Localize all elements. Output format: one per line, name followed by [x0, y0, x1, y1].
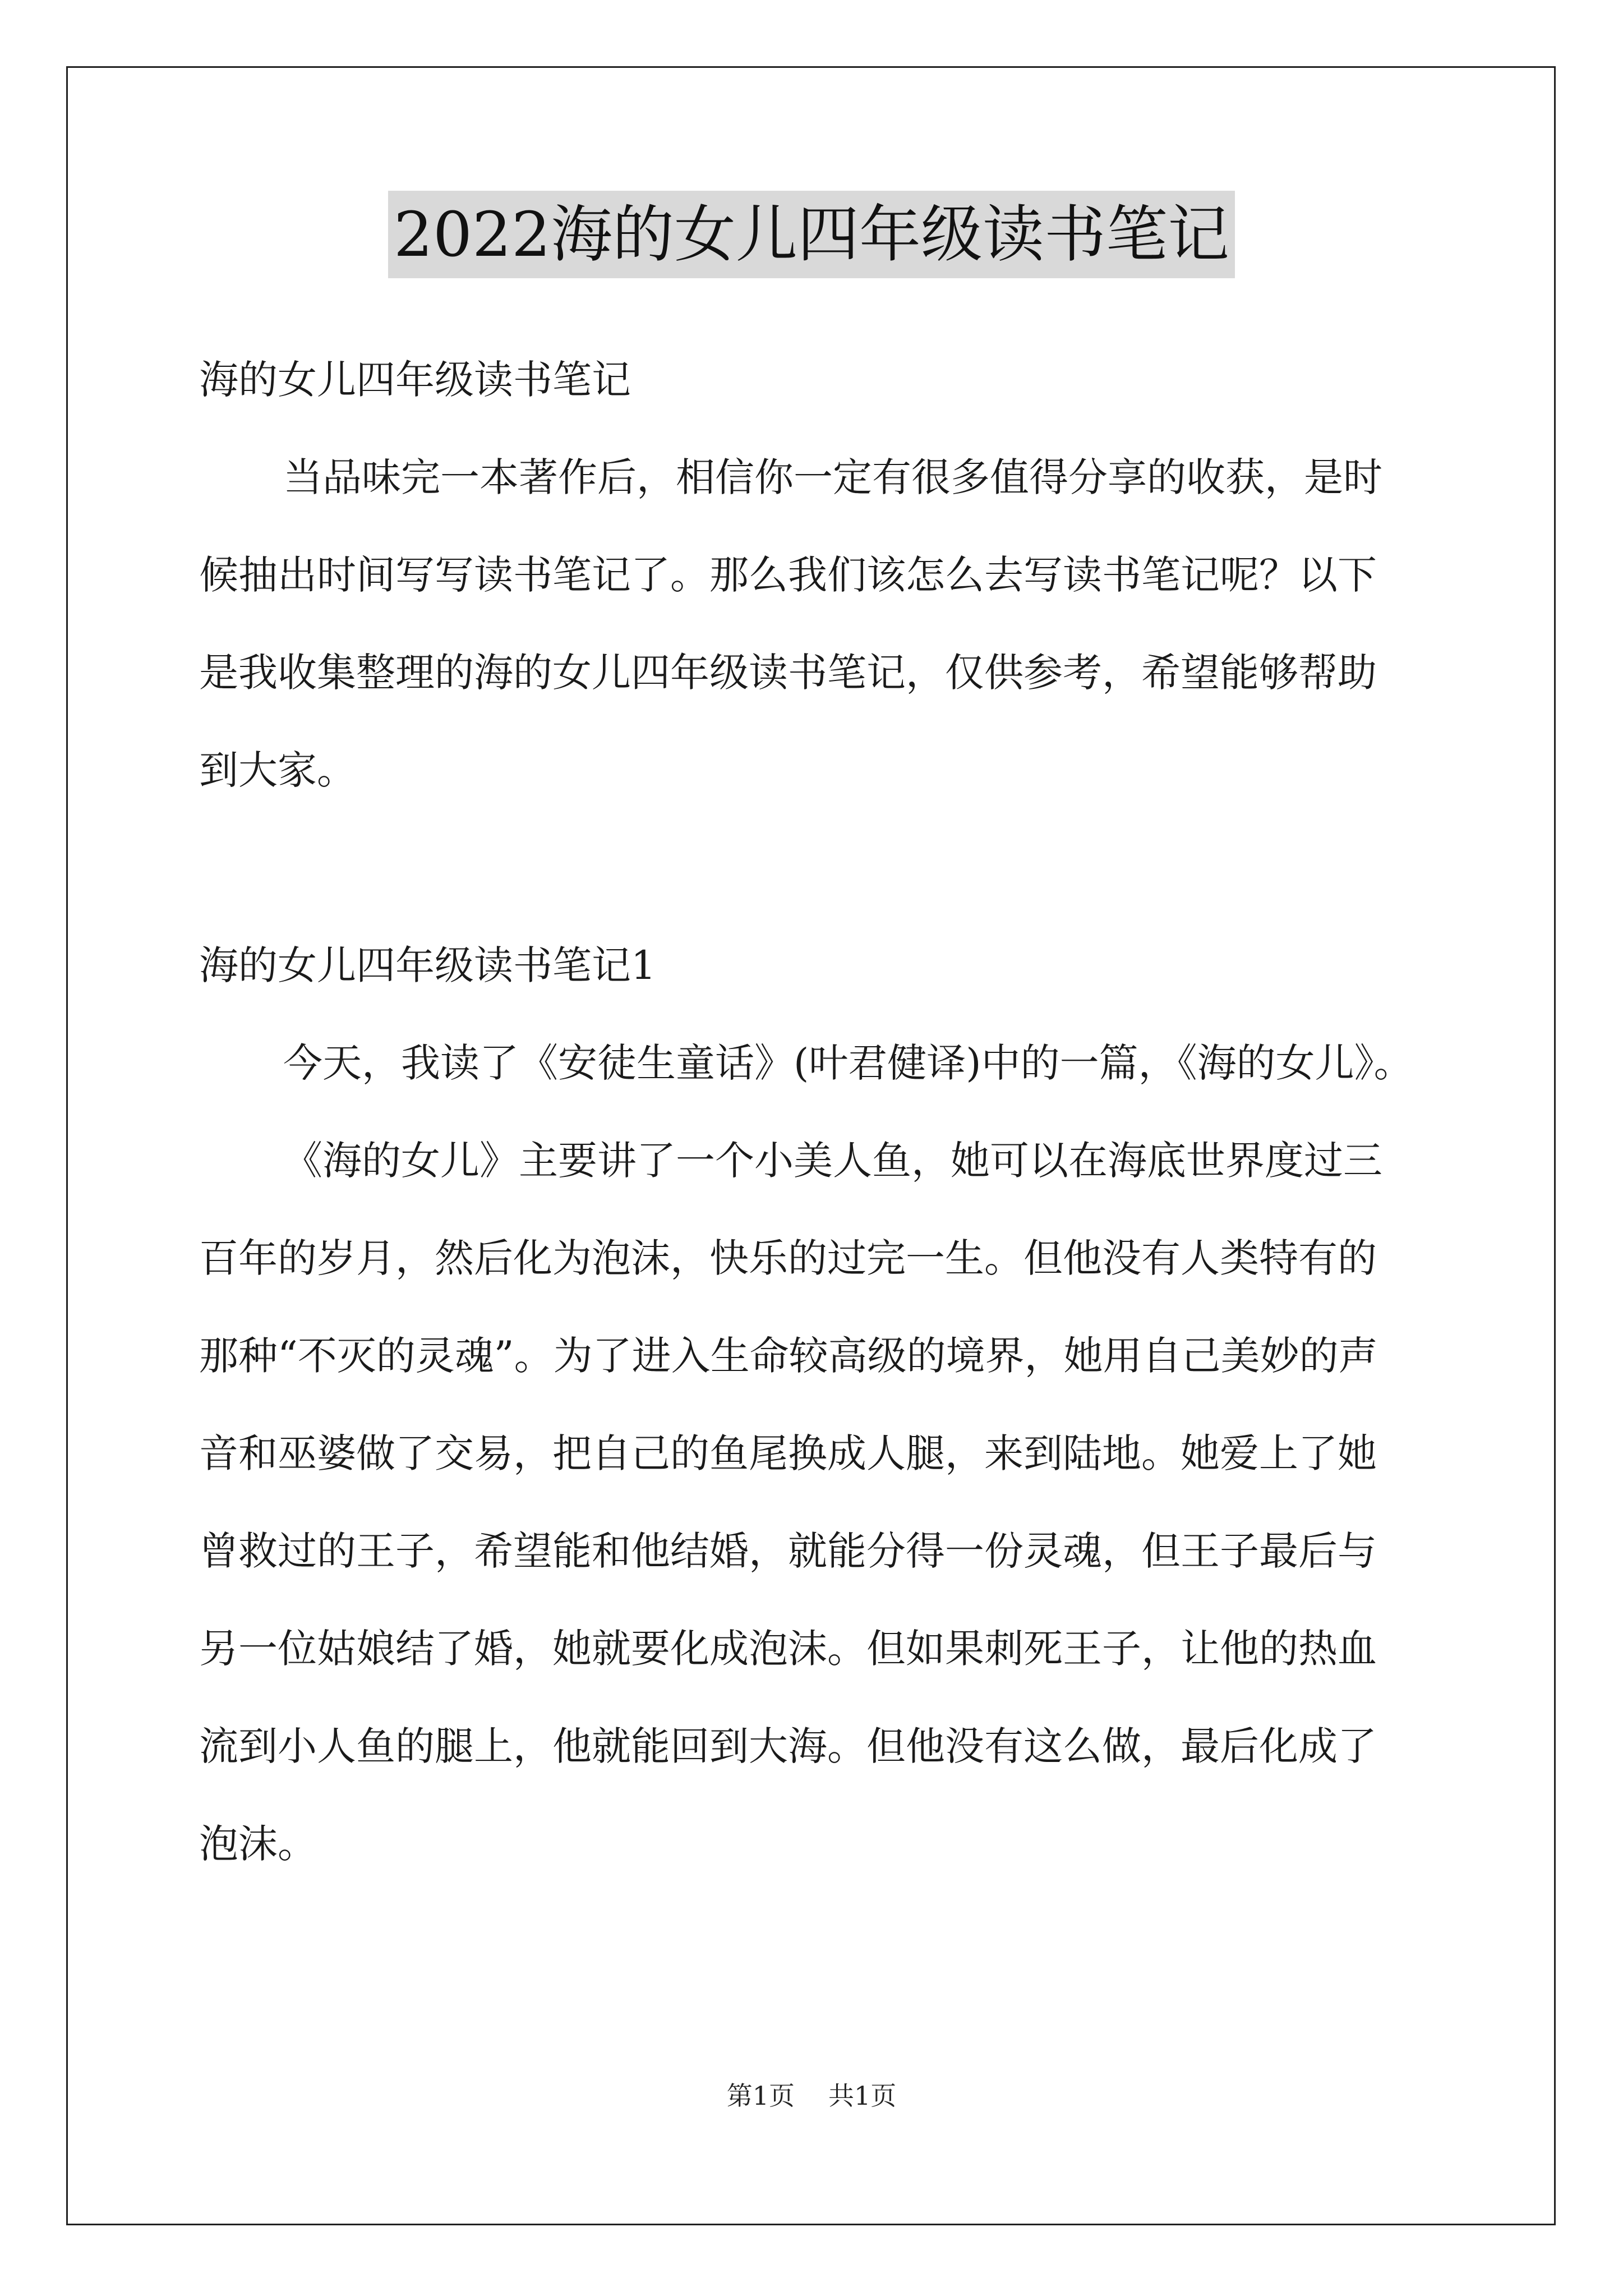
intro-line: 到大家。	[199, 747, 356, 793]
document-body	[199, 331, 1433, 1893]
paragraph-line: 百年的岁月，然后化为泡沫，快乐的过完一生。但他没有人类特有的	[199, 1235, 1377, 1281]
paragraph-line: 那种“不灭的灵魂”。为了进入生命较高级的境界，她用自己美妙的声	[199, 1333, 1378, 1379]
page-footer	[0, 2076, 1623, 2113]
intro-line: 候抽出时间写写读书笔记了。那么我们该怎么去写读书笔记呢？以下	[199, 552, 1377, 598]
paragraph-line: 音和巫婆做了交易，把自己的鱼尾换成人腿，来到陆地。她爱上了她	[199, 1430, 1377, 1476]
paragraph-line: 另一位姑娘结了婚，她就要化成泡沫。但如果刺死王子，让他的热血	[199, 1626, 1377, 1672]
paragraph-line: 流到小人鱼的腿上，他就能回到大海。但他没有这么做，最后化成了	[199, 1723, 1377, 1769]
subtitle: 海的女儿四年级读书笔记	[199, 357, 631, 403]
intro-line: 当品味完一本著作后，相信你一定有很多值得分享的收获，是时	[283, 454, 1382, 500]
title-container	[0, 191, 1623, 278]
document-title: 2022海的女儿四年级读书笔记	[388, 191, 1235, 278]
intro-line: 是我收集整理的海的女儿四年级读书笔记，仅供参考，希望能够帮助	[199, 650, 1377, 696]
paragraph-line: 今天，我读了《安徒生童话》(叶君健译)中的一篇，《海的女儿》。	[283, 1040, 1413, 1086]
paragraph-line: 泡沫。	[199, 1821, 317, 1867]
paragraph-line: 《海的女儿》主要讲了一个小美人鱼，她可以在海底世界度过三	[283, 1138, 1382, 1184]
section-heading: 海的女儿四年级读书笔记1	[199, 942, 656, 988]
paragraph-line: 曾救过的王子，希望能和他结婚，就能分得一份灵魂，但王子最后与	[199, 1528, 1377, 1574]
page-total: 共1页	[828, 2081, 897, 2111]
paragraph-gap	[199, 819, 1433, 917]
page-number: 第1页	[726, 2081, 795, 2111]
